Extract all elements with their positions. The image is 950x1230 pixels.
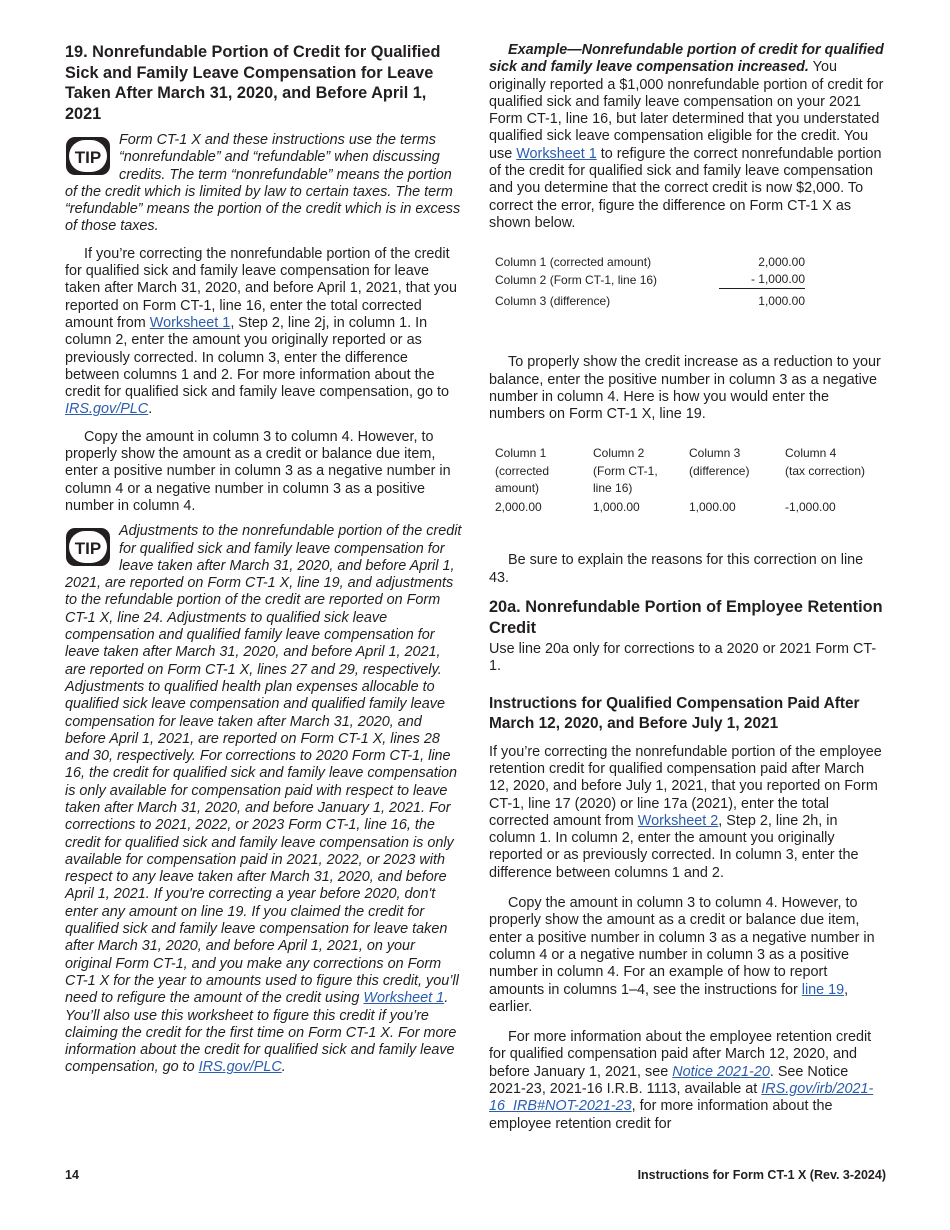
irs-plc-link[interactable]: IRS.gov/PLC [65,401,149,418]
paragraph-show-credit: To properly show the credit increase as a reduction to your balance, enter the positive number in column 3 as a negative number in column 4. Here is how you would enter the numbers on Form CT-1 X, line 19. [489,354,881,423]
irb-2021-16-link[interactable]: IRS.gov/irb/2021-16_IRB#NOT-2021-23 [489,1080,874,1115]
tip-2-text: Adjustments to the nonrefundable portion of the credit for qualified sick and family leave compensation for leave taken after March 31, 2020, and before April 1, 2021, are reported on Form CT-1 X, line 19, and adjustments to the refundable portion of the credit are reported on Form CT-1 X, line 24. Adjustments to qualified sick leave compensation and qualified family leave compensation for leave taken after March 31, 2020, and before April 1, 2021, are reported on Form CT-1 X, lines 27 and 29, respectively. Adjustments to qualified health plan expenses allocable to qualified sick leave compensation and qualified family leave compensation for leave taken after March 31, 2020, and before April 1, 2021, are reported on Form CT-1 X, lines 28 and 30, respectively. For corrections to 2020 Form CT-1, line 16, the credit for qualified sick and family leave compensation is only available for compensation paid with respect to leave taken after March 31, 2020, and before January 1, 2021. For corrections to 2021, 2022, or 2023 Form CT-1, line 16, the credit for qualified sick and family leave compensation is only available for compensation paid in 2021, 2022, or 2023 with respect to any leave taken after March 31, 2020, and before April 1, 2021. If you're correcting a year before 2020, don't enter any amount on line 19. If you claimed the credit for qualified sick and family leave compensation for leave taken after March 31, 2020, and before April 1, 2021, on your original Form CT-1, and you make any corrections on Form CT-1 X for the year to amounts used to figure this credit, you’ll need to refigure the amount of the credit using Worksheet 1. You’ll also use this worksheet to figure this credit if you’re claiming the credit for the first time on Form CT-1 X. For more information about the credit for qualified sick and family leave compensation, go to IRS.gov/PLC. [65,523,462,1076]
paragraph-correcting-erc: If you’re correcting the nonrefundable portion of the employee retention credit for qualified compensation paid after March 12, 2020, and before July 1, 2021, that you reported on Form CT-1, line 17 (2020) or line 17a (2021), enter the total corrected amount from Worksheet 2, Step 2, line 2h, in column 1. In column 2, enter the amount you originally reported or as previously corrected. In column 3, enter the difference between columns 1 and 2. [489,743,882,881]
table-row: 2,000.00 1,000.00 1,000.00 -1,000.00 [495,500,836,515]
svg-text:TIP: TIP [74,539,102,559]
table-subheader-row: (corrected amount) (Form CT-1, line 16) (difference) (tax correction) [495,464,866,496]
worksheet-1-link[interactable]: Worksheet 1 [363,990,445,1007]
notice-2021-20-link[interactable]: Notice 2021-20 [672,1063,770,1080]
right-column [489,42,886,1133]
example-difference-table [495,254,805,310]
table-row: Column 2 (Form CT-1, line 16) - 1,000.00 [495,271,805,289]
paragraph-copy-amount: Copy the amount in column 3 to column 4. However, to properly show the amount as a credit or balance due item, enter a positive number in column 3 as a negative number in column 4 or a negative number in column 3 as a positive number in column 4. [65,428,451,514]
paragraph-correcting: If you’re correcting the nonrefundable portion of the credit for qualified sick and family leave compensation for leave taken after March 31, 2020, and before April 1, 2021, that you reported on Form CT-1, line 16, enter the total corrected amount from Worksheet 1, Step 2, line 2j, in column 1. In column 2, enter the amount you originally reported or as previously corrected. In column 3, enter the difference between columns 1 and 2. For more information about the credit for qualified sick and family leave compensation, go to IRS.gov/PLC. [65,245,458,418]
svg-text:TIP: TIP [74,148,102,167]
table-row: Column 3 (difference) 1,000.00 [495,294,805,309]
section-19-heading: 19. Nonrefundable Portion of Credit for Qualified Sick and Family Leave Compensation for Leave Taken After March 31, 2020, and Before April 1, 2021 [65,43,441,123]
tip-1-text: Form CT-1 X and these instructions use the terms “nonrefundable” and “refundable” when discussing credits. The term “nonrefundable” means the portion of the credit which is limited by law to certain taxes. The term “refundable” means the portion of the credit which is in excess of those taxes. [65,132,461,235]
example-columns-table [495,445,880,516]
line-19-link[interactable]: line 19 [801,981,845,998]
tip-box-1 [65,132,462,236]
irs-plc-link[interactable]: IRS.gov/PLC [198,1059,282,1076]
qualified-compensation-subheading: Instructions for Qualified Compensation Paid After March 12, 2020, and Before July 1, 2021 [489,694,860,732]
worksheet-2-link[interactable]: Worksheet 2 [637,812,719,829]
paragraph-explain: Be sure to explain the reasons for this correction on line 43. [489,552,864,586]
tip-box-2 [65,523,462,1077]
table-header-row: Column 1 Column 2 Column 3 Column 4 [495,446,837,461]
left-column [65,42,462,1077]
worksheet-1-link[interactable]: Worksheet 1 [149,314,231,331]
paragraph-20a-usage: Use line 20a only for corrections to a 2020 or 2021 Form CT-1. [489,641,877,675]
example-paragraph: Example—Nonrefundable portion of credit for qualified sick and family leave compensation increased. You originally reported a $1,000 nonrefundable portion of credit for qualified sick and family leave compensation on your 2021 Form CT-1, line 16, but later determined that you understated qualified sick leave compensation eligible for the credit. You use Worksheet 1 to refigure the correct nonrefundable portion of the credit for qualified sick and family leave compensation and you determine that the correct credit is now $2,000. To correct the error, figure the difference on Form CT-1 X as shown below. [489,42,884,231]
page-number: 14 [65,1168,79,1182]
tip-icon [65,136,111,176]
table-row: Column 1 (corrected amount) 2,000.00 [495,255,805,270]
paragraph-copy-erc: Copy the amount in column 3 to column 4. However, to properly show the amount as a credit or balance due item, enter a positive number in column 3 as a negative number in column 4 or a negative number in column 3 as a positive number in column 4. For an example of how to report amounts in columns 1–4, see the instructions for line 19, earlier. [489,895,875,1015]
worksheet-1-link[interactable]: Worksheet 1 [516,145,597,162]
footer-document-title: Instructions for Form CT-1 X (Rev. 3-2024) [637,1168,886,1182]
tip-icon [65,527,111,567]
section-20a-heading: 20a. Nonrefundable Portion of Employee Retention Credit [489,598,883,637]
paragraph-more-info: For more information about the employee retention credit for qualified compensation paid after March 12, 2020, and before January 1, 2021, see Notice 2021-20. See Notice 2021-23, 2021-16 I.R.B. 1113, available at IRS.gov/irb/2021-16_IRB#NOT-2021-23, for more information about the employee retention credit for [489,1029,874,1132]
